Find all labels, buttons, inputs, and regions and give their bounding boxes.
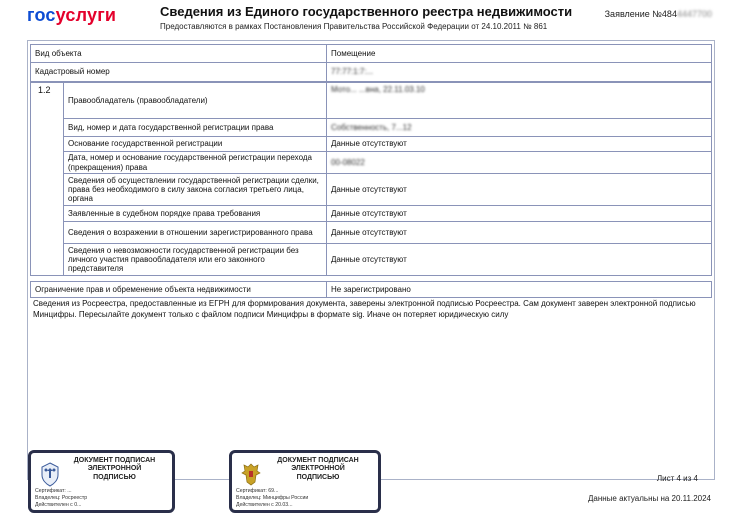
document-title: Сведения из Единого государственного реестра недвижимости [160,4,573,19]
owner-value: Мото... ...вна, 22.11.03.10 [331,85,425,94]
rosreestr-emblem-icon [38,461,62,487]
stamp-title [262,457,374,482]
document-subtitle: Предоставляются в рамках Постановления Правительства Российской Федерации от 24.10.2011 № 861 [160,22,548,31]
registration-basis-label: Основание государственной регистрации [64,137,327,151]
signature-notice: Сведения из Росреестра, предоставленные из ЕГРН для формирования документа, заверены электронной подписью Росреестра. Сам документ заверен электронной подписью Минцифры. Пересылайте документ только с файлом подписи Минцифры в формате sig. Иначе он потеряет юридическую силу [33,299,696,319]
deal-registration-value: Данные отсутствуют [331,184,407,194]
table-row [31,282,711,297]
statement-label: Заявление №484 [604,9,677,19]
court-claims-value: Данные отсутствуют [331,208,407,218]
object-type-value: Помещение [331,48,376,58]
stamp-owner: Владелец: Росреестр [35,495,88,501]
restriction-label: Ограничение прав и обременение объекта недвижимости [31,282,327,297]
stamp-validity: Действителен с 0... [35,502,82,508]
stamp-title [61,457,168,482]
table-row [31,45,711,63]
objection-value: Данные отсутствуют [331,227,407,237]
coat-of-arms-icon [239,461,263,487]
restriction-table [30,281,712,298]
stamp-validity: Действителен с 20.03... [236,502,293,508]
table-row [64,137,711,152]
rights-block-number: 1.2 [31,83,64,275]
table-row [64,206,711,222]
signature-stamp-mintsifry [229,450,381,513]
object-type-label: Вид объекта [31,45,327,62]
data-actual-date: Данные актуальны на 20.11.2024 [587,494,711,503]
stamp-title-line3: ПОДПИСЬЮ [93,473,136,481]
logo-text-part1: гос [27,5,56,25]
rights-block [30,82,712,276]
table-row [31,63,711,81]
page-counter: Лист 4 из 4 [656,474,698,483]
statement-hidden-part: 4447700 [676,9,712,19]
court-claims-label: Заявленные в судебном порядке права требования [64,206,327,221]
stamp-title-line1: ДОКУМЕНТ ПОДПИСАН [277,457,359,464]
table-row [64,222,711,244]
transfer-info-value: 00-08022 [331,157,365,167]
rights-block-rows [64,83,711,275]
table-row [64,174,711,206]
personal-participation-value: Данные отсутствуют [331,255,407,265]
document-header [0,0,740,40]
stamp-certificate: Сертификат: ... [35,488,72,494]
stamp-certificate: Сертификат: 69... [236,488,279,494]
registration-type-value: Собственность, 7...12 [331,122,412,132]
deal-registration-label: Сведения об осуществлении государственной регистрации сделки, права без необходимого в силу закона согласия третьего лица, органа [64,174,327,205]
stamp-title-line3: ПОДПИСЬЮ [296,473,340,481]
table-row [64,119,711,137]
logo-text-part2: услуги [55,5,117,25]
gosuslugi-logo [27,5,116,26]
stamp-title-line2: ЭЛЕКТРОННОЙ [291,465,345,473]
transfer-info-label: Дата, номер и основание государственной регистрации перехода (прекращения) права [64,152,327,173]
object-table [30,44,712,82]
restriction-value: Не зарегистрировано [331,284,411,294]
personal-participation-label: Сведения о невозможности государственной регистрации без личного участия правообладателя или его законного представителя [64,244,327,276]
registration-basis-value: Данные отсутствуют [331,139,407,149]
registration-type-label: Вид, номер и дата государственной регистрации права [64,119,327,136]
stamp-title-line1: ДОКУМЕНТ ПОДПИСАН [73,457,156,464]
table-row [64,244,711,276]
table-row [64,152,711,174]
cadastral-number-value: 77:77:1:7:... [331,67,374,77]
cadastral-number-label: Кадастровый номер [31,63,327,81]
objection-label: Сведения о возражении в отношении зарегистрированного права [64,222,327,243]
table-row [64,83,711,119]
statement-number [605,9,712,19]
stamp-title-line2: ЭЛЕКТРОННОЙ [87,465,142,473]
stamp-owner: Владелец: Минцифры России [236,495,309,501]
owner-label: Правообладатель (правообладатели) [64,83,327,118]
signature-stamp-rosreestr [28,450,175,513]
